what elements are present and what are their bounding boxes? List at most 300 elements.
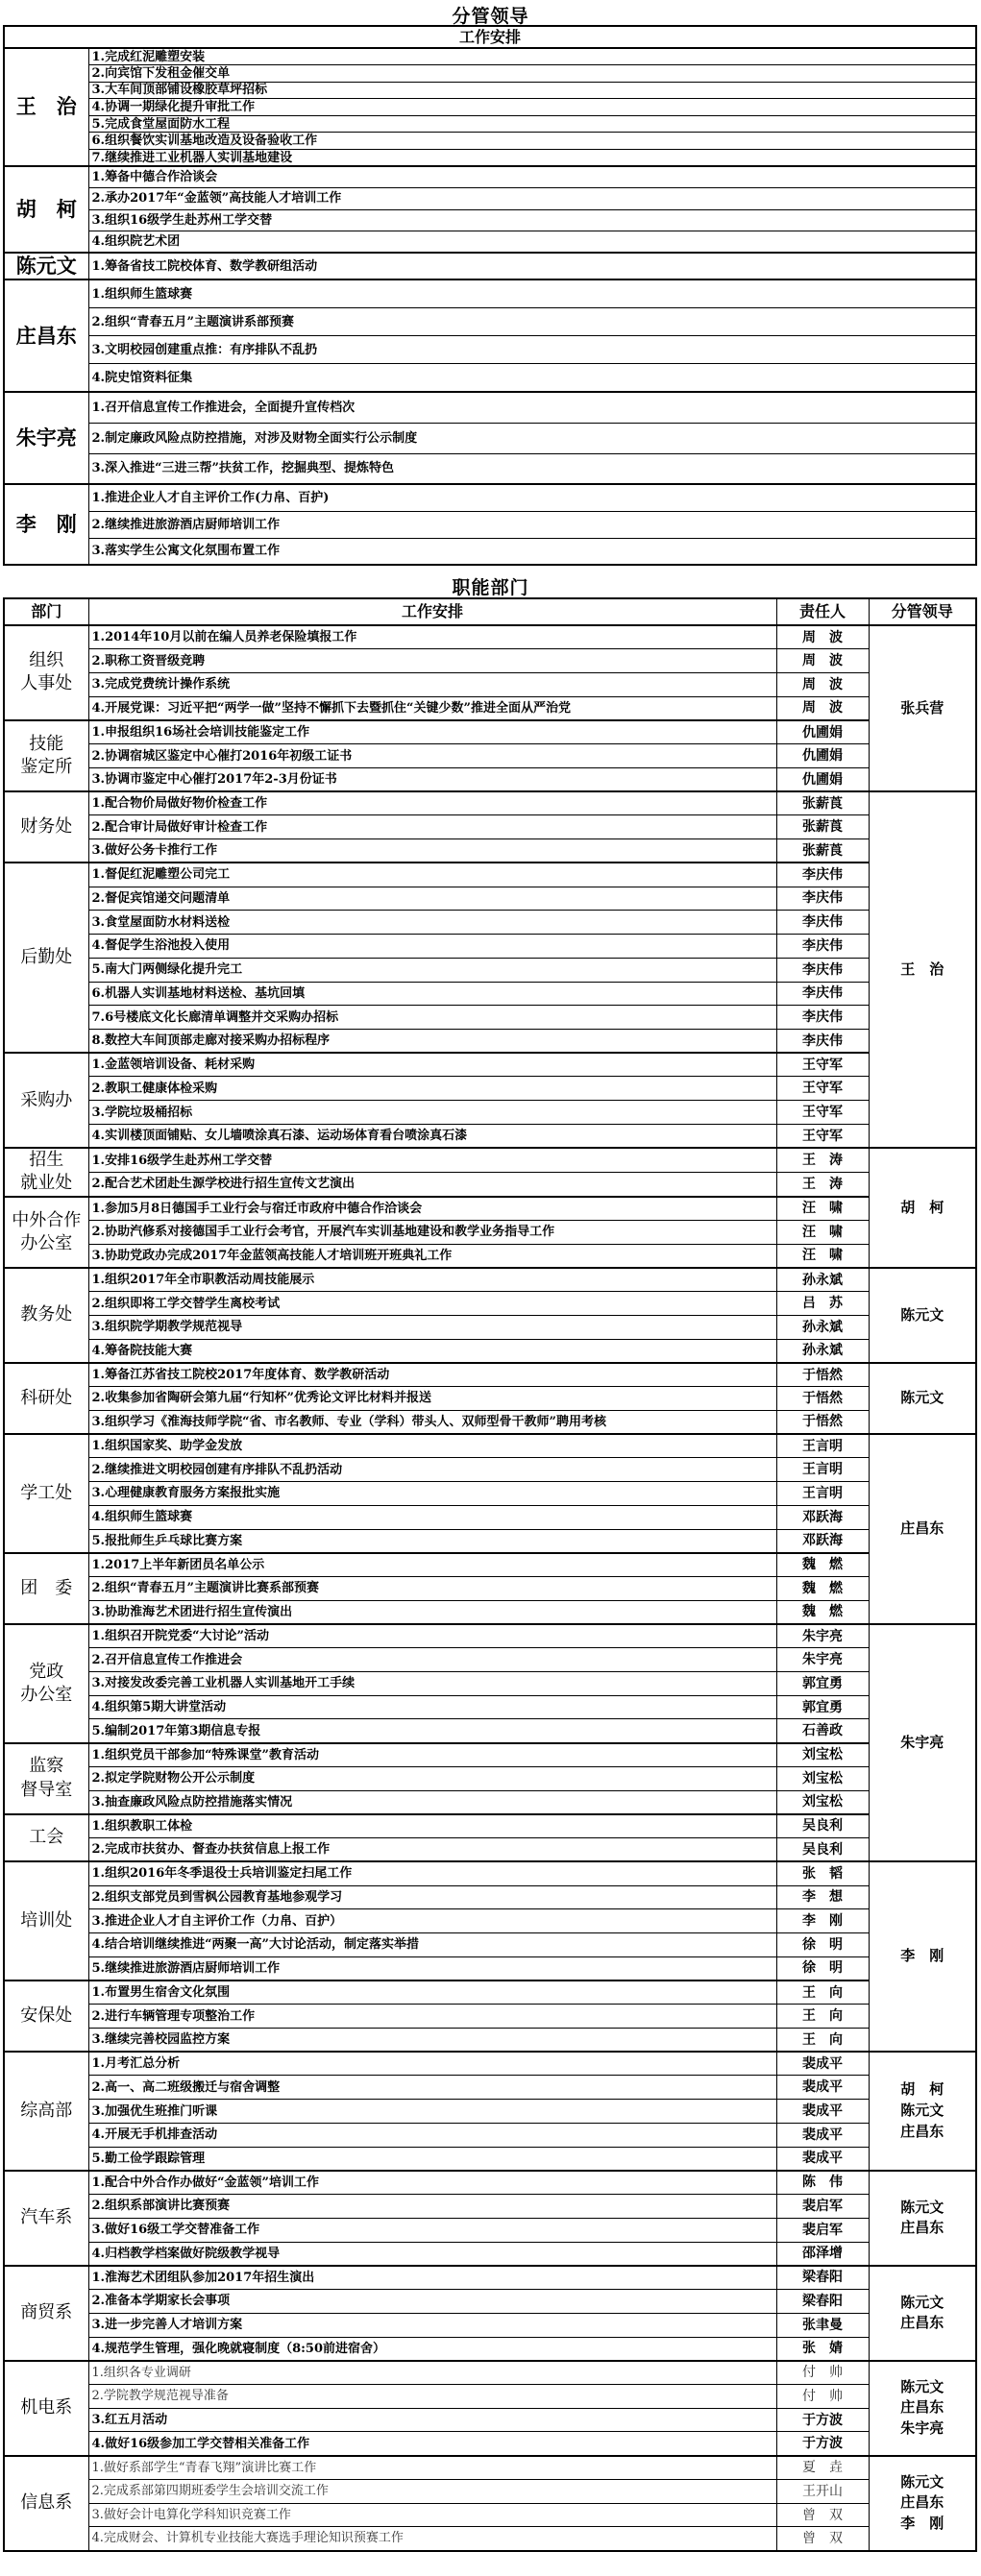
leader-task: 2.向宾馆下发租金催交单	[88, 65, 976, 83]
department-task-row	[4, 2242, 976, 2266]
work-item: 5.编制2017年第3期信息专报	[88, 1719, 776, 1743]
department-manager: 陈元文 庄昌东 朱宇亮	[869, 2361, 976, 2456]
work-item: 2.进行车辆管理专项整治工作	[88, 2005, 776, 2029]
department-name: 技能 鉴定所	[4, 720, 88, 791]
department-name: 采购办	[4, 1053, 88, 1148]
leader-task: 2.继续推进旅游酒店厨师培训工作	[88, 511, 976, 538]
leader-name: 庄昌东	[4, 279, 88, 392]
leader-task-row	[4, 308, 976, 336]
department-name: 监察 督导室	[4, 1743, 88, 1814]
department-task-row	[4, 1315, 976, 1339]
department-task-row	[4, 1220, 976, 1244]
department-task-row	[4, 1529, 976, 1553]
responsible-person: 吕 苏	[776, 1292, 869, 1316]
department-task-row	[4, 1719, 976, 1743]
work-item: 1.组织2016年冬季退役士兵培训鉴定扫尾工作	[88, 1861, 776, 1885]
leader-task-row	[4, 511, 976, 538]
work-item: 4.督促学生浴池投入使用	[88, 935, 776, 959]
responsible-person: 邓跃海	[776, 1529, 869, 1553]
leader-task: 6.组织餐饮实训基地改造及设备验收工作	[88, 133, 976, 150]
responsible-person: 付 帅	[776, 2361, 869, 2385]
department-name: 综高部	[4, 2052, 88, 2171]
responsible-person: 朱宇亮	[776, 1624, 869, 1648]
leader-name: 胡 柯	[4, 166, 88, 253]
work-item: 1.2014年10月以前在编人员养老保险填报工作	[88, 625, 776, 649]
responsible-person: 曾 双	[776, 2503, 869, 2527]
department-task-row	[4, 1505, 976, 1529]
work-item: 3.红五月活动	[88, 2408, 776, 2432]
department-task-row	[4, 2171, 976, 2195]
responsible-person: 徐 明	[776, 1933, 869, 1957]
work-item: 3.做好会计电算化学科知识竞赛工作	[88, 2503, 776, 2527]
work-item: 3.进一步完善人才培训方案	[88, 2313, 776, 2337]
leader-task: 3.组织16级学生赴苏州工学交替	[88, 209, 976, 231]
leader-task-row	[4, 253, 976, 279]
work-item: 4.组织师生篮球赛	[88, 1505, 776, 1529]
department-name: 学工处	[4, 1434, 88, 1553]
work-item: 4.开展无手机排查活动	[88, 2123, 776, 2147]
leader-task: 1.组织师生篮球赛	[88, 279, 976, 307]
responsible-person: 刘宝松	[776, 1790, 869, 1814]
work-item: 3.推进企业人才自主评价工作（力帛、百护）	[88, 1909, 776, 1933]
work-item: 3.心理健康教育服务方案报批实施	[88, 1482, 776, 1506]
work-item: 1.2017上半年新团员名单公示	[88, 1553, 776, 1577]
department-task-row	[4, 2503, 976, 2527]
department-task-row	[4, 2028, 976, 2052]
responsible-person: 李庆伟	[776, 1006, 869, 1030]
responsible-person: 周 波	[776, 696, 869, 720]
work-item: 2.召开信息宣传工作推进会	[88, 1648, 776, 1672]
leader-task: 4.院史馆资料征集	[88, 364, 976, 392]
header-person: 责任人	[776, 598, 869, 625]
responsible-person: 刘宝松	[776, 1766, 869, 1790]
department-task-row	[4, 625, 976, 649]
department-task-row	[4, 863, 976, 887]
work-item: 3.学院垃圾桶招标	[88, 1101, 776, 1125]
work-item: 4.归档教学档案做好院级教学视导	[88, 2242, 776, 2266]
department-task-row	[4, 1814, 976, 1838]
responsible-person: 裴成平	[776, 2052, 869, 2076]
department-task-row	[4, 1197, 976, 1221]
responsible-person: 裴启军	[776, 2195, 869, 2219]
department-task-row	[4, 2195, 976, 2219]
leader-task-row	[4, 65, 976, 83]
header-work: 工作安排	[88, 598, 776, 625]
responsible-person: 魏 燃	[776, 1577, 869, 1601]
responsible-person: 郭宜勇	[776, 1695, 869, 1719]
leader-task: 2.承办2017年“金蓝领”高技能人才培训工作	[88, 188, 976, 210]
department-name: 团 委	[4, 1553, 88, 1624]
work-item: 2.组织支部党员到雪枫公园教育基地参观学习	[88, 1885, 776, 1909]
responsible-person: 李庆伟	[776, 982, 869, 1006]
responsible-person: 王言明	[776, 1482, 869, 1506]
leader-task-row	[4, 133, 976, 150]
responsible-person: 于方波	[776, 2432, 869, 2456]
work-item: 2.完成系部第四期班委学生会培训交流工作	[88, 2479, 776, 2503]
responsible-person: 裴成平	[776, 2076, 869, 2100]
department-task-row	[4, 1482, 976, 1506]
responsible-person: 张薪莨	[776, 839, 869, 863]
responsible-person: 张薪莨	[776, 815, 869, 839]
work-item: 1.组织各专业调研	[88, 2361, 776, 2385]
leader-task: 2.制定廉政风险点防控措施，对涉及财物全面实行公示制度	[88, 423, 976, 453]
responsible-person: 李庆伟	[776, 887, 869, 911]
work-item: 2.督促宾馆递交问题清单	[88, 887, 776, 911]
department-name: 培训处	[4, 1861, 88, 1981]
work-item: 5.报批师生乒乓球比赛方案	[88, 1529, 776, 1553]
responsible-person: 王开山	[776, 2479, 869, 2503]
leader-task-row	[4, 279, 976, 307]
leader-task: 3.大车间顶部铺设橡胶草坪招标	[88, 82, 976, 99]
department-task-row	[4, 1410, 976, 1434]
leader-task-row	[4, 538, 976, 565]
responsible-person: 梁春阳	[776, 2266, 869, 2290]
work-item: 2.学院教学规范视导准备	[88, 2384, 776, 2408]
department-task-row	[4, 1244, 976, 1268]
work-item: 3.对接发改委完善工业机器人实训基地开工手续	[88, 1671, 776, 1695]
department-manager: 王 治	[869, 791, 976, 1148]
department-manager: 陈元文 庄昌东	[869, 2171, 976, 2266]
department-task-row	[4, 1172, 976, 1196]
leader-task: 3.落实学生公寓文化氛围布置工作	[88, 538, 976, 565]
responsible-person: 石善政	[776, 1719, 869, 1743]
department-task-row	[4, 1268, 976, 1292]
department-task-row	[4, 2147, 976, 2171]
leader-task-row	[4, 336, 976, 364]
work-item: 4.组织第5期大讲堂活动	[88, 1695, 776, 1719]
responsible-person: 王 涛	[776, 1148, 869, 1172]
responsible-person: 王守军	[776, 1124, 869, 1148]
responsible-person: 孙永斌	[776, 1268, 869, 1292]
department-task-row	[4, 791, 976, 815]
department-task-row	[4, 1124, 976, 1148]
leader-name: 陈元文	[4, 253, 88, 279]
department-task-row	[4, 2432, 976, 2456]
work-item: 3.协调市鉴定中心催打2017年2-3月份证书	[88, 767, 776, 791]
responsible-person: 仇圃娟	[776, 767, 869, 791]
responsible-person: 汪 啸	[776, 1244, 869, 1268]
responsible-person: 刘宝松	[776, 1743, 869, 1767]
work-item: 3.协助党政办完成2017年金蓝领高技能人才培训班开班典礼工作	[88, 1244, 776, 1268]
work-item: 2.教职工健康体检采购	[88, 1077, 776, 1101]
department-task-row	[4, 2384, 976, 2408]
department-task-row	[4, 2408, 976, 2432]
department-task-row	[4, 911, 976, 935]
work-item: 1.配合物价局做好物价检查工作	[88, 791, 776, 815]
department-task-row	[4, 1148, 976, 1172]
work-item: 3.做好16级工学交替准备工作	[88, 2218, 776, 2242]
responsible-person: 王守军	[776, 1053, 869, 1077]
work-item: 2.协助汽修系对接德国手工业行会考官，开展汽车实训基地建设和教学业务指导工作	[88, 1220, 776, 1244]
department-task-row	[4, 935, 976, 959]
responsible-person: 陈 伟	[776, 2171, 869, 2195]
work-item: 2.准备本学期家长会事项	[88, 2290, 776, 2314]
responsible-person: 郭宜勇	[776, 1671, 869, 1695]
department-name: 安保处	[4, 1981, 88, 2052]
department-task-row	[4, 720, 976, 744]
leader-task-row	[4, 209, 976, 231]
leader-task: 3.深入推进“三进三帮”扶贫工作，挖掘典型、提炼特色	[88, 453, 976, 484]
responsible-person: 李庆伟	[776, 958, 869, 982]
work-item: 1.督促红泥雕塑公司完工	[88, 863, 776, 887]
leader-task-row	[4, 115, 976, 133]
work-item: 3.抽查廉政风险点防控措施落实情况	[88, 1790, 776, 1814]
work-item: 3.做好公务卡推行工作	[88, 839, 776, 863]
department-task-row	[4, 1339, 976, 1363]
department-task-row	[4, 1909, 976, 1933]
work-item: 4.筹备院技能大赛	[88, 1339, 776, 1363]
leader-task-row	[4, 453, 976, 484]
leader-name: 王 治	[4, 48, 88, 166]
department-name: 工会	[4, 1814, 88, 1861]
work-item: 1.组织2017年全市职教活动周技能展示	[88, 1268, 776, 1292]
department-task-row	[4, 1053, 976, 1077]
responsible-person: 张聿曼	[776, 2313, 869, 2337]
leader-task: 1.推进企业人才自主评价工作(力帛、百护)	[88, 484, 976, 511]
department-name: 后勤处	[4, 863, 88, 1053]
department-task-row	[4, 1981, 976, 2005]
leader-task-row	[4, 231, 976, 254]
department-task-row	[4, 1861, 976, 1885]
department-manager: 陈元文	[869, 1363, 976, 1434]
leader-task: 1.召开信息宣传工作推进会，全面提升宣传档次	[88, 392, 976, 423]
top-section-title: 分管领导	[452, 6, 529, 27]
responsible-person: 王 向	[776, 2028, 869, 2052]
work-item: 3.继续完善校园监控方案	[88, 2028, 776, 2052]
work-item: 3.食堂屋面防水材料送检	[88, 911, 776, 935]
work-item: 5.勤工俭学跟踪管理	[88, 2147, 776, 2171]
work-item: 5.继续推进旅游酒店厨师培训工作	[88, 1956, 776, 1981]
work-item: 2.配合艺术团赴生源学校进行招生宣传文艺演出	[88, 1172, 776, 1196]
responsible-person: 朱宇亮	[776, 1648, 869, 1672]
work-item: 4.开展党课：习近平把“两学一做”坚持不懈抓下去暨抓住“关键少数”推进全面从严治党	[88, 696, 776, 720]
department-task-row	[4, 1885, 976, 1909]
responsible-person: 于悟然	[776, 1410, 869, 1434]
leader-name: 李 刚	[4, 484, 88, 565]
responsible-person: 李 刚	[776, 1909, 869, 1933]
responsible-person: 张 婧	[776, 2337, 869, 2361]
responsible-person: 王 涛	[776, 1172, 869, 1196]
responsible-person: 李庆伟	[776, 911, 869, 935]
department-task-row	[4, 1577, 976, 1601]
responsible-person: 于悟然	[776, 1363, 869, 1387]
department-task-row	[4, 1434, 976, 1458]
department-task-row	[4, 767, 976, 791]
responsible-person: 徐 明	[776, 1956, 869, 1981]
leader-name: 朱宇亮	[4, 392, 88, 484]
work-item: 1.布置男生宿舍文化氛围	[88, 1981, 776, 2005]
department-task-row	[4, 1292, 976, 1316]
department-task-row	[4, 1553, 976, 1577]
bottom-section-title: 职能部门	[452, 577, 529, 598]
responsible-person: 孙永斌	[776, 1315, 869, 1339]
header-manager: 分管领导	[869, 598, 976, 625]
department-task-row	[4, 1101, 976, 1125]
department-manager: 李 刚	[869, 1861, 976, 2052]
department-task-row	[4, 1077, 976, 1101]
leader-task: 1.筹备中德合作洽谈会	[88, 166, 976, 188]
department-task-row	[4, 2052, 976, 2076]
responsible-person: 仇圃娟	[776, 720, 869, 744]
work-item: 2.职称工资晋级竞聘	[88, 649, 776, 673]
department-task-row	[4, 1624, 976, 1648]
work-item: 2.组织即将工学交替学生离校考试	[88, 1292, 776, 1316]
responsible-person: 王 向	[776, 2005, 869, 2029]
department-task-row	[4, 2479, 976, 2503]
leader-task-row	[4, 166, 976, 188]
department-task-row	[4, 1671, 976, 1695]
department-task-row	[4, 1600, 976, 1624]
department-tasks-table	[3, 597, 977, 2552]
header-dept: 部门	[4, 598, 88, 625]
department-manager: 庄昌东	[869, 1434, 976, 1624]
responsible-person: 魏 燃	[776, 1553, 869, 1577]
department-task-row	[4, 2337, 976, 2361]
responsible-person: 孙永斌	[776, 1339, 869, 1363]
department-task-row	[4, 1695, 976, 1719]
department-task-row	[4, 649, 976, 673]
department-manager: 陈元文 庄昌东 李 刚	[869, 2456, 976, 2551]
work-item: 2.配合审计局做好审计检查工作	[88, 815, 776, 839]
leader-task-row	[4, 82, 976, 99]
responsible-person: 李庆伟	[776, 863, 869, 887]
department-name: 机电系	[4, 2361, 88, 2456]
leader-task: 7.继续推进工业机器人实训基地建设	[88, 150, 976, 167]
responsible-person: 张薪莨	[776, 791, 869, 815]
department-manager: 朱宇亮	[869, 1624, 976, 1861]
responsible-person: 邵泽增	[776, 2242, 869, 2266]
department-task-row	[4, 2005, 976, 2029]
work-item: 1.组织教职工体检	[88, 1814, 776, 1838]
responsible-person: 付 帅	[776, 2384, 869, 2408]
department-name: 招生 就业处	[4, 1148, 88, 1197]
department-task-row	[4, 1006, 976, 1030]
top-header-work: 工作安排	[4, 26, 976, 48]
responsible-person: 周 波	[776, 672, 869, 696]
work-item: 1.做好系部学生“青春飞翔”演讲比赛工作	[88, 2456, 776, 2480]
responsible-person: 李庆伟	[776, 1029, 869, 1053]
department-manager: 张兵营	[869, 625, 976, 791]
responsible-person: 邓跃海	[776, 1505, 869, 1529]
responsible-person: 裴成平	[776, 2147, 869, 2171]
leader-task: 1.筹备省技工院校体育、数学教研组活动	[88, 253, 976, 279]
department-task-row	[4, 2361, 976, 2385]
work-item: 3.协助淮海艺术团进行招生宣传演出	[88, 1600, 776, 1624]
department-task-row	[4, 1838, 976, 1862]
work-item: 5.南大门两侧绿化提升完工	[88, 958, 776, 982]
department-task-row	[4, 982, 976, 1006]
work-item: 1.组织国家奖、助学金发放	[88, 1434, 776, 1458]
responsible-person: 仇圃娟	[776, 744, 869, 768]
department-task-row	[4, 815, 976, 839]
department-task-row	[4, 672, 976, 696]
responsible-person: 裴启军	[776, 2218, 869, 2242]
department-name: 汽车系	[4, 2171, 88, 2266]
responsible-person: 裴成平	[776, 2100, 869, 2124]
department-task-row	[4, 2218, 976, 2242]
work-item: 1.参加5月8日德国手工业行会与宿迁市政府中德合作洽谈会	[88, 1197, 776, 1221]
department-task-row	[4, 696, 976, 720]
work-item: 1.配合中外合作办做好“金蓝领”培训工作	[88, 2171, 776, 2195]
responsible-person: 周 波	[776, 649, 869, 673]
work-item: 3.组织学习《淮海技师学院“省、市名教师、专业（学科）带头人、双师型骨干教师”聘用考核	[88, 1410, 776, 1434]
responsible-person: 夏 垚	[776, 2456, 869, 2480]
work-item: 1.筹备江苏省技工院校2017年度体育、数学教研活动	[88, 1363, 776, 1387]
work-item: 2.组织“青春五月”主题演讲比赛系部预赛	[88, 1577, 776, 1601]
responsible-person: 李庆伟	[776, 935, 869, 959]
responsible-person: 王言明	[776, 1458, 869, 1482]
work-item: 3.完成党费统计操作系统	[88, 672, 776, 696]
department-name: 信息系	[4, 2456, 88, 2551]
responsible-person: 王守军	[776, 1077, 869, 1101]
department-name: 组织 人事处	[4, 625, 88, 720]
responsible-person: 王守军	[776, 1101, 869, 1125]
responsible-person: 于悟然	[776, 1387, 869, 1411]
department-name: 财务处	[4, 791, 88, 863]
leader-tasks-table	[3, 25, 977, 566]
department-task-row	[4, 1363, 976, 1387]
department-task-row	[4, 2290, 976, 2314]
work-item: 2.组织系部演讲比赛预赛	[88, 2195, 776, 2219]
work-item: 1.淮海艺术团组队参加2017年招生演出	[88, 2266, 776, 2290]
department-task-row	[4, 2123, 976, 2147]
department-task-row	[4, 2527, 976, 2551]
leader-task: 4.协调一期绿化提升审批工作	[88, 99, 976, 116]
responsible-person: 王 向	[776, 1981, 869, 2005]
department-task-row	[4, 1387, 976, 1411]
work-item: 3.加强优生班推门听课	[88, 2100, 776, 2124]
responsible-person: 吴良利	[776, 1814, 869, 1838]
department-manager: 陈元文	[869, 1268, 976, 1363]
department-task-row	[4, 1956, 976, 1981]
department-task-row	[4, 839, 976, 863]
leader-task: 4.组织院艺术团	[88, 231, 976, 254]
department-task-row	[4, 1933, 976, 1957]
department-task-row	[4, 2313, 976, 2337]
department-task-row	[4, 2100, 976, 2124]
responsible-person: 汪 啸	[776, 1220, 869, 1244]
department-task-row	[4, 744, 976, 768]
work-item: 4.规范学生管理，强化晚就寝制度（8:50前进宿舍）	[88, 2337, 776, 2361]
department-task-row	[4, 2266, 976, 2290]
department-name: 科研处	[4, 1363, 88, 1434]
department-name: 党政 办公室	[4, 1624, 88, 1743]
department-task-row	[4, 1648, 976, 1672]
work-item: 1.金蓝领培训设备、耗材采购	[88, 1053, 776, 1077]
department-task-row	[4, 2456, 976, 2480]
work-item: 1.组织党员干部参加“特殊课堂”教育活动	[88, 1743, 776, 1767]
leader-task-row	[4, 423, 976, 453]
work-item: 6.机器人实训基地材料送检、基坑回填	[88, 982, 776, 1006]
responsible-person: 汪 啸	[776, 1197, 869, 1221]
responsible-person: 周 波	[776, 625, 869, 649]
leader-task: 2.组织“青春五月”主题演讲系部预赛	[88, 308, 976, 336]
responsible-person: 吴良利	[776, 1838, 869, 1862]
responsible-person: 王言明	[776, 1434, 869, 1458]
leader-task: 3.文明校园创建重点推：有序排队不乱扔	[88, 336, 976, 364]
work-item: 2.完成市扶贫办、督查办扶贫信息上报工作	[88, 1838, 776, 1862]
department-task-row	[4, 1743, 976, 1767]
leader-task-row	[4, 99, 976, 116]
work-item: 8.数控大车间顶部走廊对接采购办招标程序	[88, 1029, 776, 1053]
department-manager: 胡 柯 陈元文 庄昌东	[869, 2052, 976, 2171]
work-item: 2.继续推进文明校园创建有序排队不乱扔活动	[88, 1458, 776, 1482]
work-item: 4.完成财会、计算机专业技能大赛选手理论知识预赛工作	[88, 2527, 776, 2551]
leader-task-row	[4, 48, 976, 65]
work-item: 2.协调宿城区鉴定中心催打2016年初级工证书	[88, 744, 776, 768]
responsible-person: 曾 双	[776, 2527, 869, 2551]
department-task-row	[4, 958, 976, 982]
